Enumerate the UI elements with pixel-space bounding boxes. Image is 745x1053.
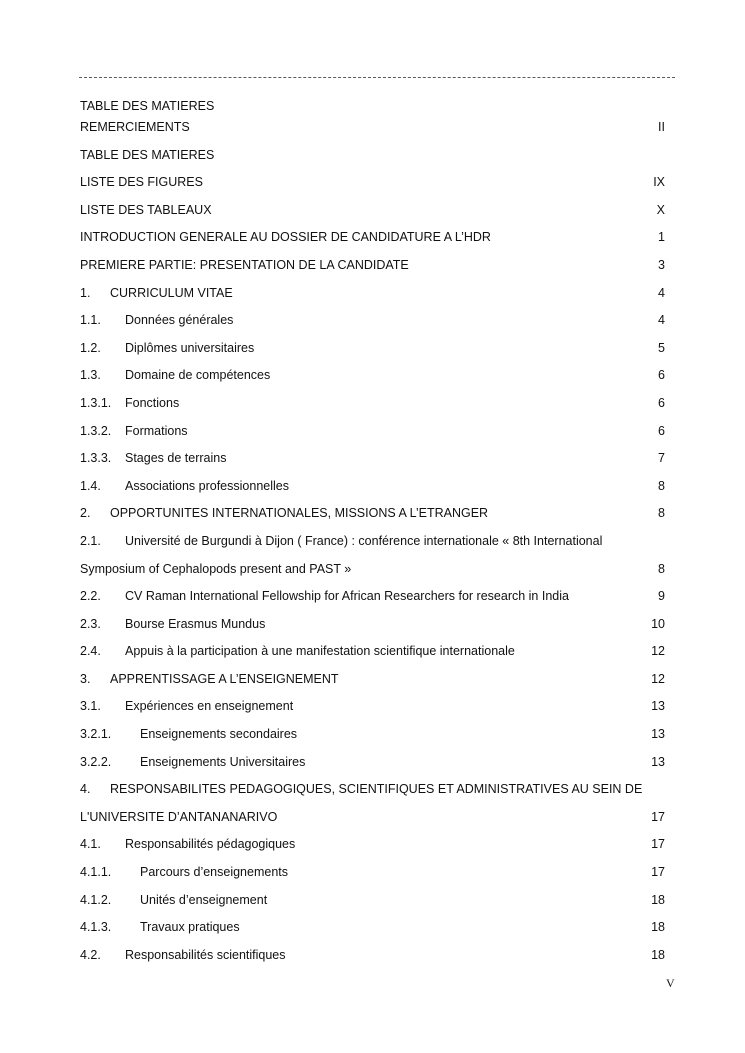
toc-entry-page: IX — [653, 175, 665, 190]
toc-entry-page: II — [658, 120, 665, 134]
toc-entry[interactable] — [80, 450, 665, 478]
toc-entry-title: LISTE DES TABLEAUX — [80, 202, 212, 217]
toc-entry-title: Associations professionnelles — [125, 478, 289, 493]
toc-entry-page: 17 — [651, 865, 665, 880]
toc-entry[interactable] — [80, 616, 665, 644]
toc-entry-page: 13 — [651, 727, 665, 742]
toc-entry-title: Unités d’enseignement — [140, 892, 268, 907]
toc-entry[interactable] — [80, 643, 665, 671]
toc-entry[interactable] — [80, 478, 665, 506]
toc-entry-page: 12 — [651, 644, 665, 659]
toc-entry[interactable] — [80, 892, 665, 920]
toc-entry-page: 8 — [658, 506, 665, 521]
toc-entry-number: 4. — [80, 782, 91, 797]
toc-entry[interactable] — [80, 312, 665, 340]
toc-entry-title: RESPONSABILITES PEDAGOGIQUES, SCIENTIFIQUES ET ADMINISTRATIVES AU SEIN DE — [110, 782, 643, 797]
toc-entry-title: Bourse Erasmus Mundus — [125, 616, 266, 631]
toc-entry-page: 13 — [651, 754, 665, 769]
toc-entry-title: Diplômes universitaires — [125, 340, 255, 355]
toc-entry-page: 5 — [658, 340, 665, 355]
toc-entry-number: 4.1.1. — [80, 865, 112, 880]
toc-entry-number: 3. — [80, 671, 91, 686]
toc-entry-title: Domaine de compétences — [125, 368, 271, 383]
toc-entry-number: 4.1. — [80, 837, 101, 852]
toc-entry-number: 2.3. — [80, 616, 101, 631]
toc-entry-number: 2.2. — [80, 589, 101, 604]
toc-entry-page: 6 — [658, 423, 665, 438]
toc-entry-number: 1.3. — [80, 368, 101, 383]
toc-entry[interactable] — [80, 202, 665, 230]
toc-entry-number: 2.1. — [80, 533, 101, 548]
toc-entry-page: 18 — [651, 947, 665, 962]
toc-entry-page: 3 — [658, 257, 665, 272]
toc-entry-title: CV Raman International Fellowship for African Researchers for research in India — [125, 589, 569, 604]
toc-entry[interactable] — [80, 698, 665, 726]
toc-entry-title: Responsabilités pédagogiques — [125, 837, 296, 852]
toc-entry-number: 3.2.2. — [80, 754, 112, 769]
toc-entry-title: INTRODUCTION GENERALE AU DOSSIER DE CANDIDATURE A L’HDR — [80, 230, 491, 245]
toc-entry-title: L'UNIVERSITE D’ANTANANARIVO — [80, 809, 278, 824]
toc-entry[interactable] — [80, 285, 665, 313]
toc-entry-title: Responsabilités scientifiques — [125, 947, 286, 962]
toc-entry-page: 6 — [658, 395, 665, 410]
toc-entry-page: 1 — [658, 230, 665, 245]
toc-entry[interactable] — [80, 726, 665, 754]
toc-entry[interactable] — [80, 919, 665, 947]
toc-entry-title: Symposium of Cephalopods present and PAST » — [80, 561, 352, 576]
toc-entry-title: Enseignements secondaires — [140, 727, 298, 742]
toc-entry-title: Travaux pratiques — [140, 920, 240, 935]
toc-entry-title: Formations — [125, 423, 188, 438]
toc-entry-title: Université de Burgundi à Dijon ( France) : conférence internationale « 8th International — [125, 533, 603, 548]
toc-entry-title: Appuis à la participation à une manifestation scientifique internationale — [125, 644, 515, 659]
toc-entry-title: OPPORTUNITES INTERNATIONALES, MISSIONS A L’ETRANGER — [110, 506, 489, 521]
toc-entry-number: 1.3.2. — [80, 423, 112, 438]
toc-entry-title: Données générales — [125, 313, 234, 328]
toc-entry-number: 3.2.1. — [80, 727, 112, 742]
toc-entry[interactable] — [80, 561, 665, 589]
toc-entry-number: 2. — [80, 506, 91, 521]
toc-entry-number: 4.1.3. — [80, 920, 112, 935]
toc-entry-page: 7 — [658, 451, 665, 466]
toc-entry-title: LISTE DES FIGURES — [80, 175, 203, 190]
table-of-contents — [80, 119, 665, 974]
toc-entry-page: 12 — [651, 671, 665, 686]
toc-entry-number: 3.1. — [80, 699, 101, 714]
toc-entry-title: CURRICULUM VITAE — [110, 285, 233, 300]
toc-entry-page: 17 — [651, 809, 665, 824]
toc-entry[interactable] — [80, 864, 665, 892]
toc-entry-title: Expériences en enseignement — [125, 699, 294, 714]
toc-entry[interactable] — [80, 505, 665, 533]
toc-entry-title: TABLE DES MATIERES — [80, 147, 215, 162]
toc-entry-page: 13 — [651, 699, 665, 714]
toc-entry-page: 4 — [658, 313, 665, 328]
page-number: V — [666, 976, 675, 990]
toc-entry[interactable] — [80, 229, 665, 257]
toc-entry-title: Enseignements Universitaires — [140, 754, 306, 769]
toc-entry-page: 8 — [658, 561, 665, 576]
toc-entry[interactable] — [80, 174, 665, 202]
toc-entry[interactable] — [80, 257, 665, 285]
toc-entry-number: 4.1.2. — [80, 892, 112, 907]
toc-entry-number: 1. — [80, 285, 91, 300]
toc-entry-page: 4 — [658, 285, 665, 300]
toc-entry[interactable] — [80, 671, 665, 699]
toc-entry-title: APPRENTISSAGE A L’ENSEIGNEMENT — [110, 671, 339, 686]
header-dashed-rule — [79, 77, 675, 78]
toc-entry-number: 1.3.1. — [80, 395, 112, 410]
toc-entry-page: 17 — [651, 837, 665, 852]
toc-entry-number: 1.1. — [80, 313, 101, 328]
toc-entry[interactable] — [80, 588, 665, 616]
toc-entry[interactable] — [80, 809, 665, 837]
toc-entry-title: Fonctions — [125, 395, 180, 410]
toc-entry-title: REMERCIEMENTS — [80, 120, 190, 134]
toc-entry-page: 18 — [651, 892, 665, 907]
toc-entry-page: 18 — [651, 920, 665, 935]
toc-entry-title: Stages de terrains — [125, 451, 227, 466]
toc-entry-title: Parcours d’enseignements — [140, 865, 288, 880]
toc-entry[interactable] — [80, 367, 665, 395]
toc-entry[interactable] — [80, 836, 665, 864]
toc-entry-page: 8 — [658, 478, 665, 493]
toc-entry-number: 2.4. — [80, 644, 101, 659]
toc-entry[interactable] — [80, 947, 665, 975]
toc-entry[interactable] — [80, 781, 665, 809]
toc-entry-number: 1.3.3. — [80, 451, 112, 466]
toc-entry-title: PREMIERE PARTIE: PRESENTATION DE LA CANDIDATE — [80, 257, 409, 272]
toc-entry-number: 4.2. — [80, 947, 101, 962]
toc-entry-page: 10 — [651, 616, 665, 631]
toc-entry-page: 6 — [658, 368, 665, 383]
toc-entry[interactable] — [80, 423, 665, 451]
toc-entry-number: 1.4. — [80, 478, 101, 493]
toc-entry[interactable] — [80, 395, 665, 423]
toc-entry[interactable] — [80, 340, 665, 368]
toc-header-title: TABLE DES MATIERES — [80, 99, 215, 113]
toc-entry-number: 1.2. — [80, 340, 101, 355]
toc-entry[interactable] — [80, 533, 665, 561]
toc-entry-page: 9 — [658, 589, 665, 604]
toc-entry[interactable] — [80, 119, 665, 147]
toc-entry[interactable] — [80, 754, 665, 782]
toc-entry[interactable] — [80, 147, 665, 175]
toc-entry-page: X — [656, 202, 665, 217]
